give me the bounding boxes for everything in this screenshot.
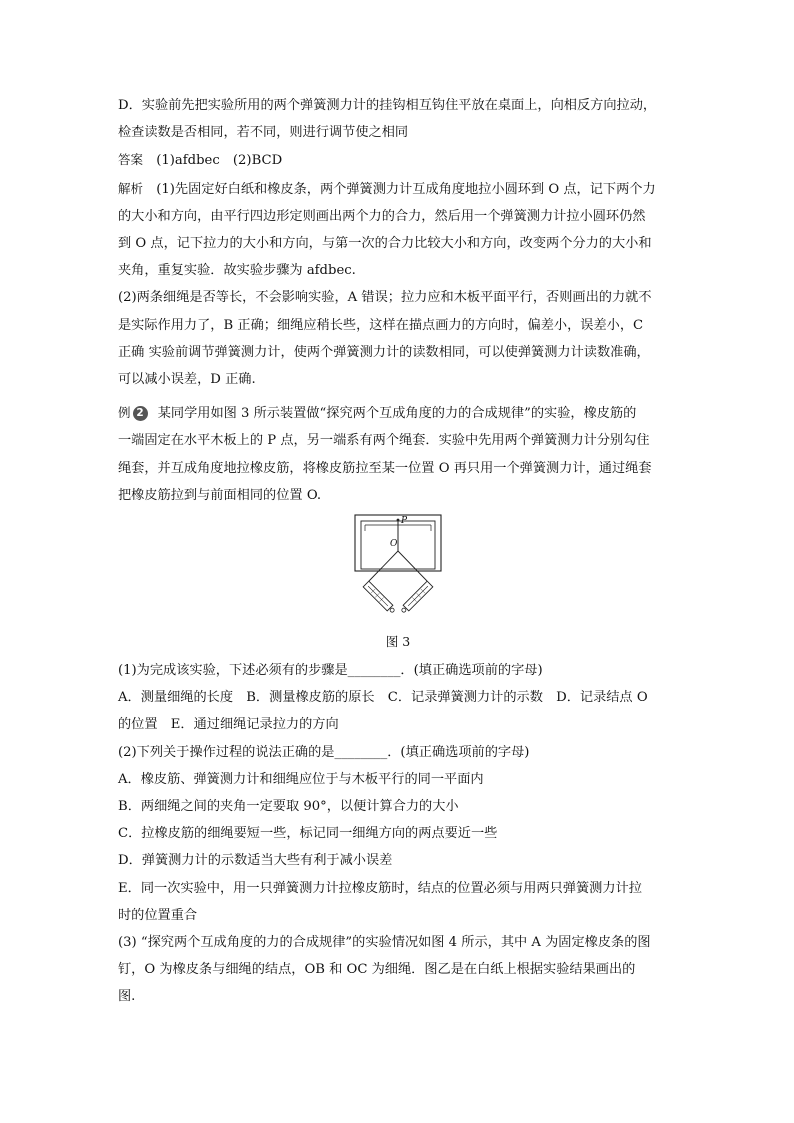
analysis-label: 解析 <box>118 180 144 196</box>
question-3-line-2: 钉，O 为橡皮条与细绳的结点，OB 和 OC 为细绳．图乙是在白纸上根据实验结果画出的 <box>118 962 636 978</box>
example-label: 例 <box>118 405 131 421</box>
question-2-option-e-1: E．同一次实验中，用一只弹簧测力计拉橡皮筋时，结点的位置必须与用两只弹簧测力计拉 <box>118 880 642 896</box>
example-line-1 <box>118 399 678 427</box>
example-line-2: 一端固定在水平木板上的 P 点，另一端系有两个绳套．实验中先用两个弹簧测力计分别勾住 <box>118 433 650 449</box>
example-line-4: 把橡皮筋拉到与前面相同的位置 O. <box>118 487 322 503</box>
question-2-option-a: A．橡皮筋、弹簧测力计和细绳应位于与木板平行的同一平面内 <box>118 771 484 787</box>
example-line-3: 绳套，并互成角度地拉橡皮筋，将橡皮筋拉至某一位置 O 再只用一个弹簧测力计，通过绳套 <box>118 460 652 476</box>
answer-line <box>118 146 678 174</box>
point-p-label: P <box>401 516 408 527</box>
question-2-option-c: C．拉橡皮筋的细绳要短一些，标记同一细绳方向的两点要近一些 <box>118 826 498 842</box>
analysis-line-6: 是实际作用力了，B 正确；细绳应稍长些，这样在描点画力的方向时，偏差小，误差小，C <box>118 317 644 333</box>
analysis-line-3: 到 O 点，记下拉力的大小和方向，与第一次的合力比较大小和方向，改变两个分力的大小和 <box>118 236 652 252</box>
analysis-line-8: 可以减小误差，D 正确. <box>118 372 256 388</box>
question-2-option-b: B．两细绳之间的夹角一定要取 90°，以便计算合力的大小 <box>118 799 459 815</box>
question-2-option-e-2: 时的位置重合 <box>118 907 198 923</box>
point-o-label: O <box>390 539 398 550</box>
question-3-line-1: (3) “探究两个互成角度的力的合成规律”的实验情况如图 4 所示，其中 A 为固定橡皮条的图 <box>118 935 651 951</box>
question-2-option-d: D．弹簧测力计的示数适当大些有利于减小误差 <box>118 853 393 869</box>
document-page <box>118 92 678 1011</box>
question-1-options-1: A．测量细绳的长度 B．测量橡皮筋的原长 C．记录弹簧测力计的示数 D．记录结点 O <box>118 690 648 706</box>
option-d-line-1: D．实验前先把实验所用的两个弹簧测力计的挂钩相互钩住平放在桌面上，向相反方向拉动， <box>118 98 657 113</box>
analysis-line-7: 正确 实验前调节弹簧测力计，使两个弹簧测力计的读数相同，可以使弹簧测力计读数准确， <box>118 344 650 360</box>
left-spring-scale <box>363 581 396 614</box>
apparatus-diagram <box>333 513 463 625</box>
answer-label: 答案 <box>118 152 144 168</box>
analysis-line-1 <box>118 175 678 203</box>
analysis-line-4: 夹角，重复实验．故实验步骤为 afdbec. <box>118 263 356 279</box>
example-text-1: 某同学用如图 3 所示装置做“探究两个互成角度的力的合成规律”的实验，橡皮筋的 <box>157 406 637 422</box>
option-d-line-2: 检查读数是否相同，若不同，则进行调节使之相同 <box>118 125 409 141</box>
figure-3 <box>118 513 678 655</box>
answer-text: (1)afdbec (2)BCD <box>156 153 283 169</box>
question-2: (2)下列关于操作过程的说法正确的是________．(填正确选项前的字母) <box>118 744 530 760</box>
example-number-badge: 2 <box>133 406 148 421</box>
question-3-line-3: 图. <box>118 989 136 1005</box>
right-spring-scale <box>400 581 433 614</box>
analysis-text-1: (1)先固定好白纸和橡皮条，两个弹簧测力计互成角度地拉小圆环到 O 点，记下两个力 <box>156 181 656 197</box>
analysis-line-5: (2)两条细绳是否等长，不会影响实验，A 错误；拉力应和木板平面平行，否则画出的力就不 <box>118 290 652 306</box>
figure-caption: 图 3 <box>385 634 411 650</box>
analysis-line-2: 的大小和方向，由平行四边形定则画出两个力的合力，然后用一个弹簧测力计拉小圆环仍然 <box>118 208 646 224</box>
question-1-options-2: 的位置 E．通过细绳记录拉力的方向 <box>118 717 339 733</box>
question-1: (1)为完成该实验，下述必须有的步骤是________．(填正确选项前的字母) <box>118 663 543 679</box>
